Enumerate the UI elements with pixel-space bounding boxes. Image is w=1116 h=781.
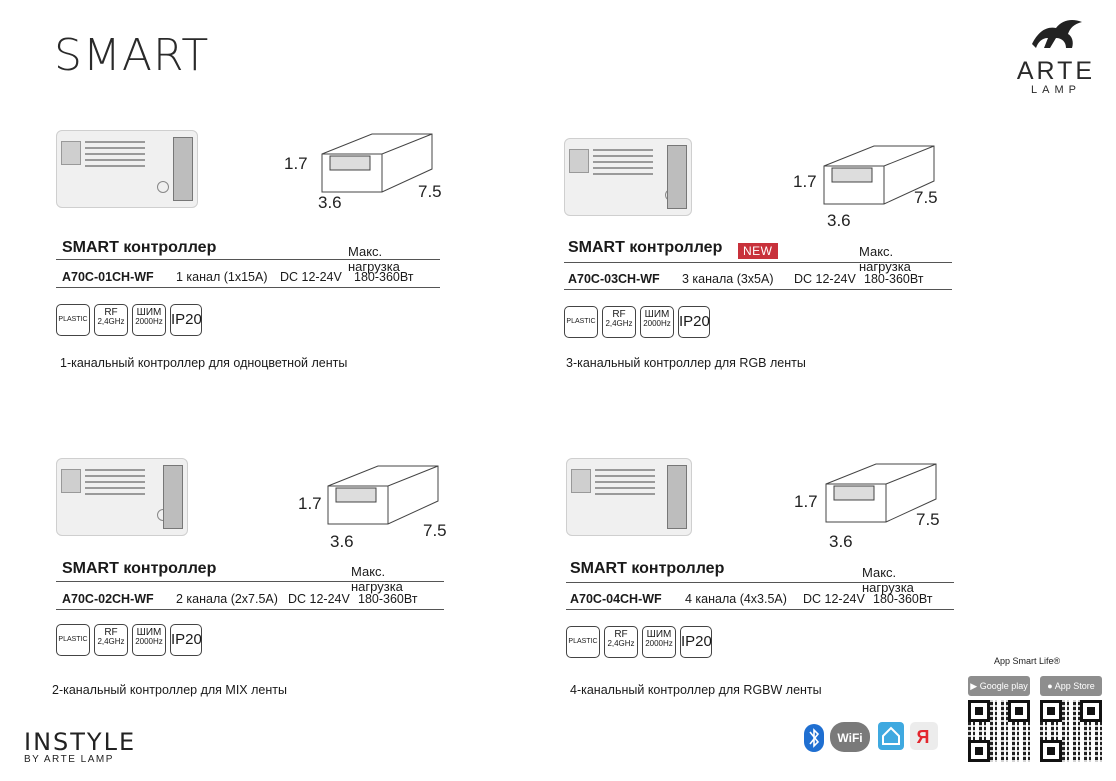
page-title: SMART (54, 30, 210, 81)
power: 180-360Вт (358, 592, 418, 606)
product-title: SMART контроллер (62, 239, 217, 256)
new-badge: NEW (738, 243, 778, 259)
power: 180-360Вт (873, 592, 933, 606)
voltage: DC 12-24V (794, 272, 856, 286)
spec-row (564, 272, 952, 290)
voltage: DC 12-24V (280, 270, 342, 284)
app-store-badge[interactable]: ● App Store (1040, 676, 1102, 696)
feature-rf: RF 2,4GHz (94, 624, 128, 656)
product-title: SMART контроллер (568, 239, 723, 256)
dim-width: 3.6 (330, 532, 354, 551)
dim-length: 7.5 (916, 510, 940, 529)
channels: 1 канал (1x15A) (176, 270, 268, 284)
product-description: 1-канальный контроллер для одноцветной ленты (60, 356, 348, 370)
product-description: 2-канальный контроллер для MIX ленты (52, 683, 287, 697)
footer-brand (24, 728, 136, 765)
feature-rf: RF 2,4GHz (602, 306, 636, 338)
dim-height: 1.7 (298, 494, 322, 513)
max-load-label: Макс. нагрузка (862, 565, 914, 595)
channels: 4 канала (4x3.5A) (685, 592, 787, 606)
product-photo (566, 458, 692, 536)
feature-ip20: IP20 (678, 306, 710, 338)
dim-width: 3.6 (829, 532, 853, 551)
product-description: 4-канальный контроллер для RGBW ленты (570, 683, 822, 697)
feature-ip20: IP20 (170, 624, 202, 656)
product-title: SMART контроллер (62, 560, 217, 577)
voltage: DC 12-24V (288, 592, 350, 606)
spec-row (566, 592, 954, 610)
brand-name: ARTE (1016, 57, 1096, 85)
footer-brand-sub: BY ARTE LAMP (24, 754, 114, 765)
article-number: A70C-01CH-WF (62, 270, 154, 284)
article-number: A70C-03CH-WF (568, 272, 660, 286)
feature-pwm: ШИМ 2000Hz (132, 624, 166, 656)
feature-pwm: ШИМ 2000Hz (132, 304, 166, 336)
power: 180-360Вт (354, 270, 414, 284)
qr-code-google (968, 700, 1030, 762)
apple-icon: ● (1047, 681, 1055, 691)
qr-code-apple (1040, 700, 1102, 762)
product-title: SMART контроллер (570, 560, 725, 577)
article-number: A70C-02CH-WF (62, 592, 154, 606)
footer-brand-name: INSTYLE (24, 728, 137, 756)
product-card (56, 126, 442, 436)
feature-pwm: ШИМ 2000Hz (642, 626, 676, 658)
spec-row (56, 270, 440, 288)
spec-row (56, 592, 444, 610)
dim-width: 3.6 (827, 211, 851, 230)
yandex-icon (910, 722, 938, 750)
feature-ip20: IP20 (170, 304, 202, 336)
feature-plastic: PLASTIC (566, 626, 600, 658)
article-number: A70C-04CH-WF (570, 592, 662, 606)
channels: 3 канала (3x5A) (682, 272, 774, 286)
feature-rf: RF 2,4GHz (604, 626, 638, 658)
power: 180-360Вт (864, 272, 924, 286)
bluetooth-icon (804, 724, 824, 752)
feature-plastic: PLASTIC (56, 304, 90, 336)
product-card (566, 446, 946, 756)
max-load-label: Макс. нагрузка (351, 564, 403, 594)
voltage: DC 12-24V (803, 592, 865, 606)
product-card (564, 126, 944, 436)
product-photo (56, 458, 188, 536)
product-photo (564, 138, 692, 216)
product-photo (56, 130, 198, 208)
griffin-icon (1026, 14, 1086, 50)
svg-text:Я: Я (916, 727, 930, 747)
dim-height: 1.7 (284, 154, 308, 173)
channels: 2 канала (2x7.5A) (176, 592, 278, 606)
dim-width: 3.6 (318, 193, 342, 212)
dim-height: 1.7 (793, 172, 817, 191)
wifi-icon (830, 722, 870, 752)
svg-text:WiFi: WiFi (837, 731, 863, 745)
feature-ip20: IP20 (680, 626, 712, 658)
product-description: 3-канальный контроллер для RGB ленты (566, 356, 806, 370)
feature-rf: RF 2,4GHz (94, 304, 128, 336)
dim-length: 7.5 (423, 521, 447, 540)
app-label: App Smart Life® (994, 656, 1061, 666)
product-card (52, 446, 447, 756)
feature-plastic: PLASTIC (564, 306, 598, 338)
play-icon: ▶ (970, 681, 980, 691)
feature-pwm: ШИМ 2000Hz (640, 306, 674, 338)
smart-home-icon (878, 722, 904, 750)
max-load-label: Макс. нагрузка (348, 244, 400, 274)
dim-height: 1.7 (794, 492, 818, 511)
dim-length: 7.5 (914, 188, 938, 207)
brand-sub: LAMP (1031, 84, 1081, 96)
brand-logo (1004, 14, 1108, 96)
feature-plastic: PLASTIC (56, 624, 90, 656)
max-load-label: Макс. нагрузка (859, 244, 911, 274)
dim-length: 7.5 (418, 182, 442, 201)
google-play-badge[interactable]: ▶ Google play (968, 676, 1030, 696)
